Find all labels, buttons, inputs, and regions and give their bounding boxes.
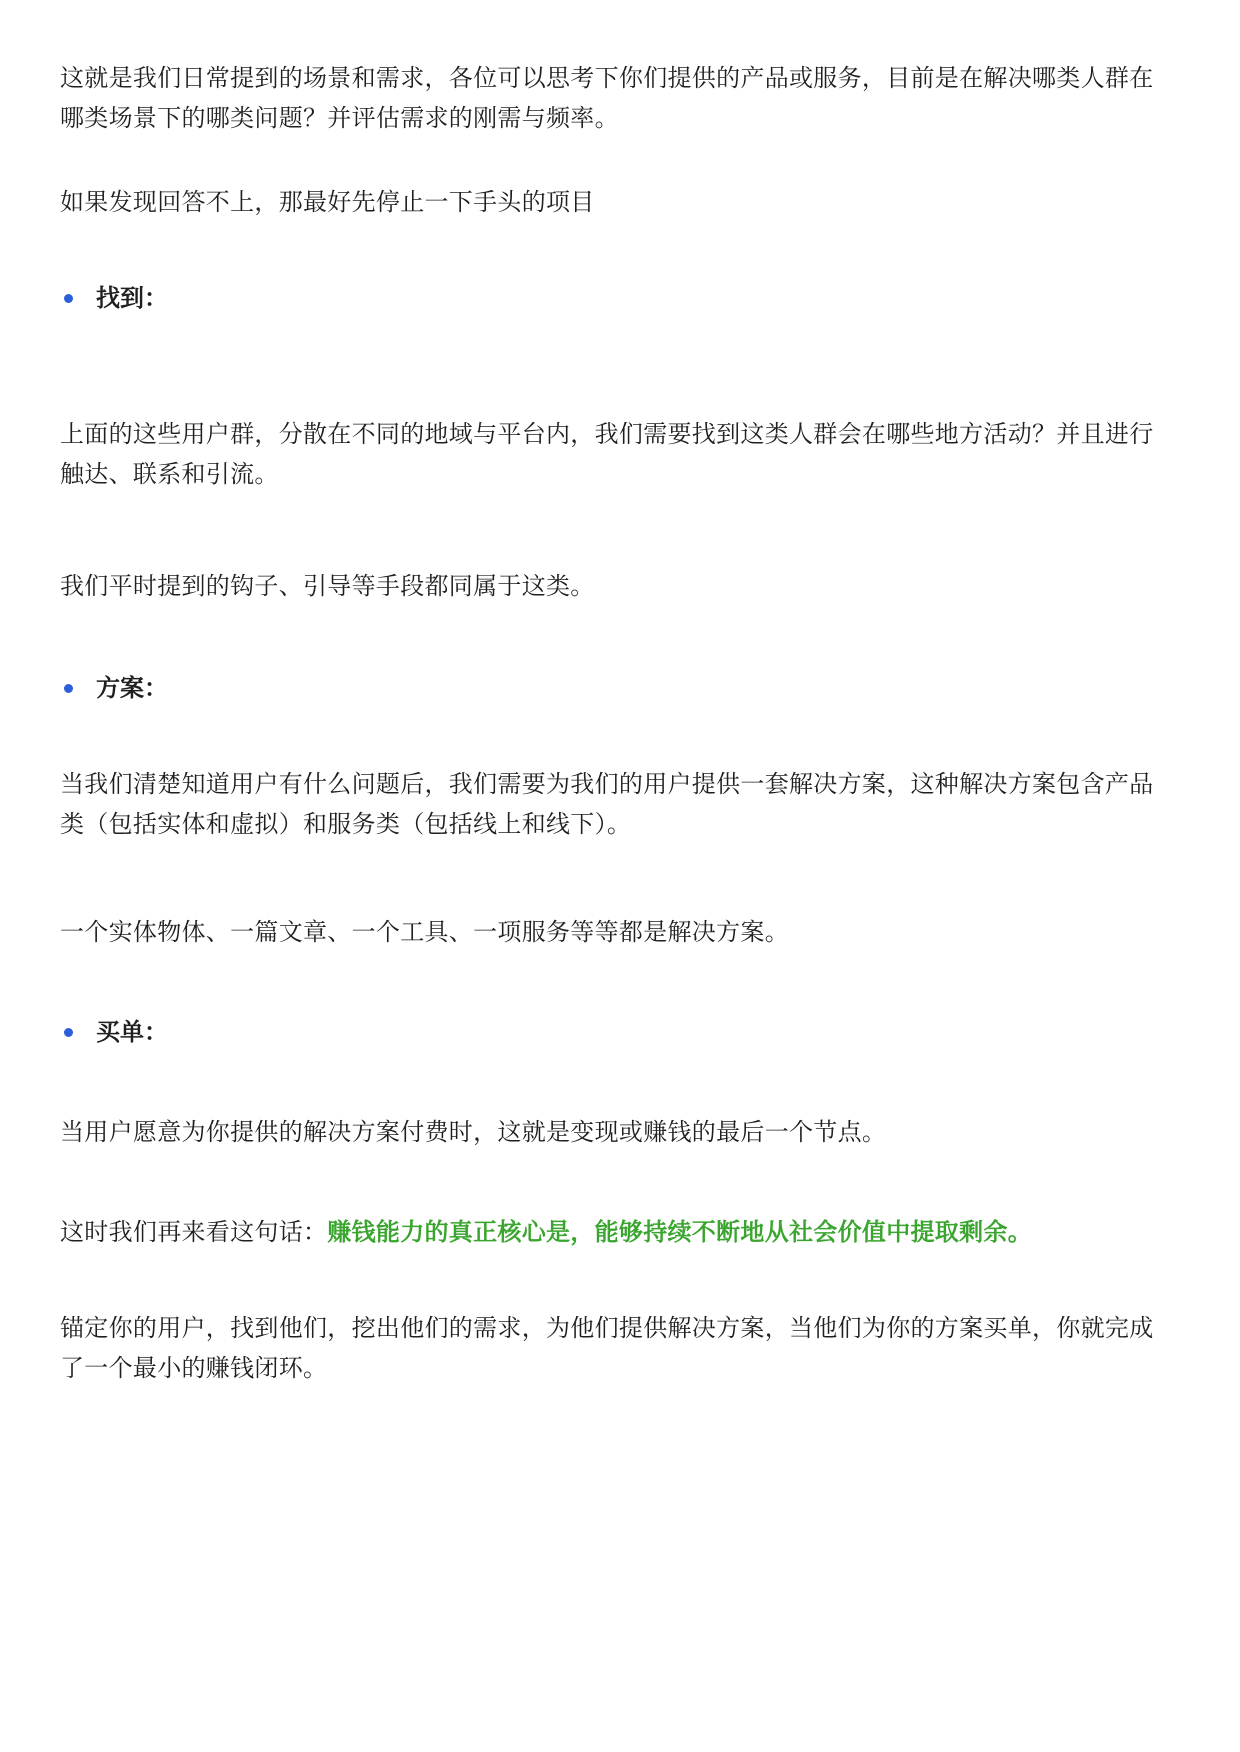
paragraph-monetize: 当用户愿意为你提供的解决方案付费时，这就是变现或赚钱的最后一个节点。	[60, 1118, 887, 1146]
bullet-dot-icon	[64, 684, 73, 693]
bullet-label-plan: 方案：	[96, 674, 168, 702]
bullet-find	[64, 278, 168, 318]
bullet-dot-icon	[64, 1028, 73, 1037]
paragraph-scenario-demand: 这就是我们日常提到的场景和需求，各位可以思考下你们提供的产品或服务，目前是在解决哪类人群在哪类场景下的哪类问题？并评估需求的刚需与频率。	[60, 64, 1154, 132]
bullet-label-pay: 买单：	[96, 1018, 168, 1046]
bullet-pay	[64, 1012, 168, 1052]
quote-highlight: 赚钱能力的真正核心是，能够持续不断地从社会价值中提取剩余。	[327, 1218, 1033, 1246]
paragraph-user-groups: 上面的这些用户群，分散在不同的地域与平台内，我们需要找到这类人群会在哪些地方活动？并且进行触达、联系和引流。	[60, 420, 1154, 488]
paragraph-solution-examples: 一个实体物体、一篇文章、一个工具、一项服务等等都是解决方案。	[60, 918, 789, 946]
paragraph-solution: 当我们清楚知道用户有什么问题后，我们需要为我们的用户提供一套解决方案，这种解决方案包含产品类（包括实体和虚拟）和服务类（包括线上和线下）。	[60, 770, 1154, 838]
bullet-label-find: 找到：	[96, 284, 168, 312]
bullet-plan	[64, 668, 168, 708]
paragraph-hooks: 我们平时提到的钩子、引导等手段都同属于这类。	[60, 572, 595, 600]
paragraph-stop-project: 如果发现回答不上，那最好先停止一下手头的项目	[60, 188, 595, 216]
quote-prefix: 这时我们再来看这句话：	[60, 1218, 328, 1246]
bullet-dot-icon	[64, 294, 73, 303]
paragraph-loop: 锚定你的用户，找到他们，挖出他们的需求，为他们提供解决方案，当他们为你的方案买单，你就完成了一个最小的赚钱闭环。	[60, 1314, 1154, 1382]
paragraph-core-quote	[60, 1212, 1170, 1252]
